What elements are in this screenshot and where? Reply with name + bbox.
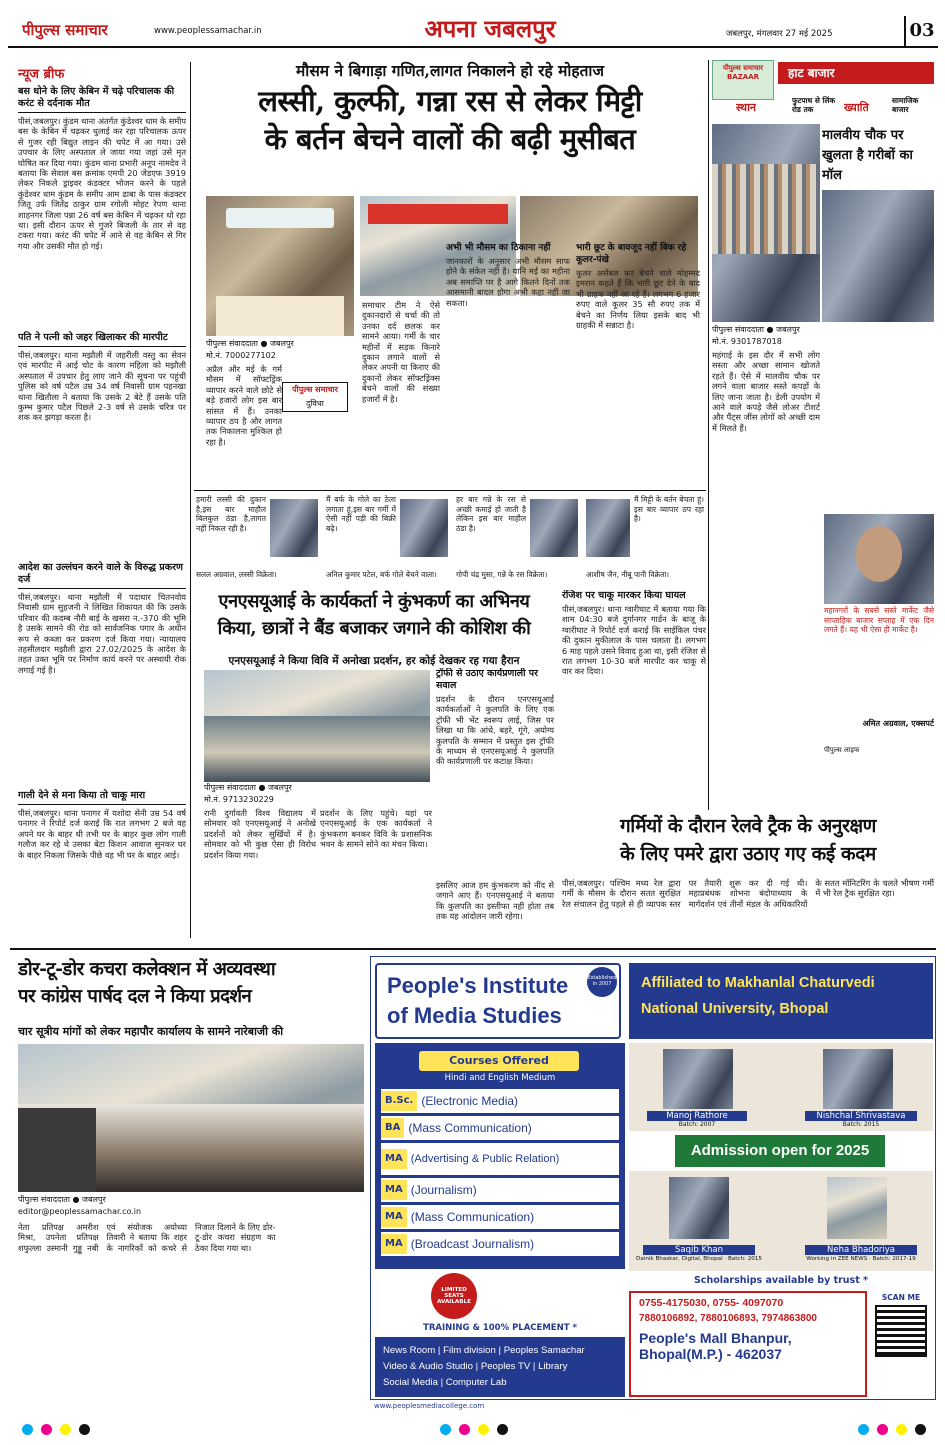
address-l2: Bhopal(M.P.) - 462037 <box>639 1346 782 1362</box>
cmyk-swatch-group <box>854 1420 930 1436</box>
credit-city: जबलपुर <box>82 1195 106 1204</box>
quotes-row <box>194 490 706 582</box>
expert-name: अमित अग्रवाल, एक्सपर्ट <box>862 719 934 728</box>
photo-nsui-protest <box>204 670 430 782</box>
nsui-trophy-section <box>436 668 554 878</box>
top-story-col4 <box>576 240 700 486</box>
limited-seats-badge: LIMITED SEATS AVAILABLE <box>431 1273 477 1319</box>
news-brief-label: न्यूज ब्रीफ <box>18 67 65 82</box>
nsui-body: इसलिए आज हम कुंभकरण को नींद से जगाने आए हैं। एनएसयूआई ने बताया कि कुलपति का इस्तीफा नहीं होता तब तक यह आंदोलन जारी रहेगा। <box>436 880 554 922</box>
photo-credit: पीपुल्स संवाददाता ● जबलपुर <box>712 324 820 335</box>
course-code: BA <box>381 1118 404 1138</box>
brand-logo: पीपुल्स समाचार <box>22 21 108 39</box>
course-name: (Journalism) <box>410 1183 477 1197</box>
reporter-mobile: मो.नं. 9713230229 <box>204 794 430 805</box>
congress-deck: चार सूत्रीय मांगों को लेकर महापौर कार्यालय के सामने नारेबाजी की <box>18 1025 284 1038</box>
alumni-name: Neha Bhadoriya <box>805 1245 917 1255</box>
mobile-numbers[interactable]: 7880106892, 7880106893, 7974863800 <box>639 1313 817 1324</box>
editor-email[interactable]: editor@peoplessamachar.co.in <box>18 1206 178 1217</box>
quote-portrait <box>400 499 448 557</box>
course-code: MA <box>381 1234 407 1254</box>
facility: Peoples Samachar <box>503 1345 585 1356</box>
column-divider <box>708 60 709 810</box>
railway-body: पीसं,जबलपुर। पश्चिम मध्य रेल द्वारा गर्मी के मौसम के दौरान सतत सुरक्षित रेल संचालन हेतु पहले से ही व्यापक स्तर पर तैयारी शुरू कर दी गई थी। महाप्रबंधक शोभना बंदोपाध्याय के मार्गदर्शन एवं तीनों मंडल के अधिकारियों के सतत मॉनिटरिंग के चलते भीषण गर्मी में भी रेल ट्रैक सुरक्षित रहा। <box>562 878 934 909</box>
facility: Film division <box>443 1345 496 1356</box>
nsui-body: रानी दुर्गावती विश्व विद्यालय में सोमवार को एनएसयूआई ने अनोखे प्रदर्शनों को लेकर सुर्खियों में है। सोमवार को भी कुछ ऐसा ही विरोध प्रदर्शन किया गया। <box>204 808 316 860</box>
brief-headline: बस धोने के लिए केबिन में चढ़े परिचालक की करंट से दर्दनाक मौत <box>18 86 186 113</box>
quote-text: मैं मिट्टी के बर्तन बेचता हूं। इस बार व्यापार ठप रहा है। <box>634 495 704 524</box>
course-list <box>381 1089 619 1256</box>
nsui-headline-block <box>194 588 554 650</box>
alumni-row-1 <box>629 1043 933 1131</box>
photo-market-stalls <box>822 190 934 322</box>
affiliation-l1: Affiliated to Makhanlal Chaturvedi <box>641 975 875 991</box>
credit-city: जबलपुर <box>270 339 294 348</box>
course-code: MA <box>381 1149 407 1169</box>
credit-city: जबलपुर <box>268 783 292 792</box>
credit-name: पीपुल्स संवाददाता <box>204 783 256 792</box>
photo-credit: पीपुल्स संवाददाता ● जबलपुर <box>204 782 430 793</box>
affiliation-l2: National University, Bhopal <box>641 1001 829 1017</box>
photo-market-clothes <box>712 124 820 322</box>
bazaar-tag <box>712 60 774 100</box>
established-badge: Established in 2007 <box>587 967 617 997</box>
congress-headline-l1: डोर-टू-डोर कचरा कलेक्शन में अव्यवस्था <box>18 959 276 980</box>
quote-card <box>326 495 452 581</box>
nsui-headline-l1: एनएसयूआई के कार्यकर्ता ने कुंभकर्ण का अभिनय <box>218 591 530 612</box>
quote-card <box>586 495 704 581</box>
top-story-headline-l2: के बर्तन बेचने वालों की बढ़ी मुसीबत <box>264 122 636 156</box>
bazaar-col: स्थान <box>736 101 757 114</box>
top-story-body: अप्रैल और मई के गर्म मौसम में सॉफ्टड्रिंक व्यापार करने वाले छोटे से बड़े हजारों लोग इस बार सांसत में हैं। उनका व्यापार ठप है और लागत तक निकालना मुश्किल हो रहा है। <box>206 364 282 447</box>
brief-headline: गाली देने से मना किया तो चाकू मारा <box>18 788 186 805</box>
courses-panel <box>375 1043 625 1269</box>
logo-box <box>282 382 348 412</box>
cart-sign <box>226 208 334 228</box>
quote-name: गोपी चंद्र मुसा, गन्ने के रस विक्रेता। <box>456 569 582 580</box>
congress-headline-block <box>18 956 364 1018</box>
dateline: जबलपुर, मंगलवार 27 मई 2025 <box>726 29 833 39</box>
bazaar-tag-text: पीपुल्स समाचार BAZAAR <box>722 64 764 81</box>
nsui-body: प्रदर्शन के लिए पहुंचे। यहां पर एनएसयूआई के एक कार्यकर्ता ने कुंभकरण बनकर विवि के प्रशासनिक भवन के सामने सोने का मंचन किया। <box>320 808 432 850</box>
expert-portrait <box>824 514 934 604</box>
course-code: MA <box>381 1207 407 1227</box>
quote-text: हमारी लस्सी की दुकान है,इस बार माहौल बिलकुल ठंडा है,लागत नहीं निकल रही है। <box>196 495 266 533</box>
alumni-batch: Dainik Bhaskar, Digital, Bhopal · Batch: 2015 <box>636 1256 762 1262</box>
credit-city: जबलपुर <box>776 325 800 334</box>
congress-body: नेता प्रतिपक्ष अमरीश मिश्रा, उपनेता प्रतिपक्ष शफुल्ला उस्मानी गुड्डू नबी एवं संयोजक अयोध्या तिवारी ने बताया कि शहर के नागरिकों को कचरे से निजात दिलाने के लिए डोर-टू-डोर कचरा संग्रहण का ठेका दिया गया था। <box>18 1222 276 1253</box>
alumni-photo <box>827 1177 887 1239</box>
quote-card <box>456 495 582 581</box>
photo-kulfi-cart <box>206 196 354 336</box>
facility: Video & Audio Studio <box>383 1361 473 1372</box>
bazaar-headline: मालवीय चौक पर खुलता है गरीबों का मॉल <box>822 128 913 183</box>
alumni-batch: Working in ZEE NEWS · Batch: 2017-19 <box>806 1256 916 1262</box>
facility: Social Media <box>383 1377 438 1388</box>
alumni-photo <box>663 1049 733 1109</box>
section-title: अपना जबलपुर <box>424 14 556 43</box>
photo-credit: पीपुल्स संवाददाता ● जबलपुर <box>206 338 354 349</box>
course-item[interactable] <box>381 1143 619 1175</box>
subhead: भारी छूट के बावजूद नहीं बिक रहे कूलर-पंखे <box>576 243 687 265</box>
admission-banner[interactable]: Admission open for 2025 <box>675 1135 885 1167</box>
course-name: (Broadcast Journalism) <box>410 1237 535 1251</box>
facilities-panel: News Room | Film division | Peoples Samachar Video & Audio Studio | Peoples TV | Library Social Media | Computer Lab <box>375 1337 625 1397</box>
placement-text: TRAINING & 100% PLACEMENT * <box>423 1323 577 1333</box>
course-item[interactable] <box>381 1089 619 1113</box>
site-url[interactable]: www.peoplessamachar.in <box>154 26 262 36</box>
top-story-header <box>194 60 706 198</box>
quote-name: आशीष जैन, नीबू पानी विक्रेता। <box>586 569 704 580</box>
media-institute-ad[interactable] <box>370 956 936 1400</box>
photo-congress-protest <box>18 1044 364 1192</box>
cart-body <box>216 296 344 336</box>
course-code: B.Sc. <box>381 1091 417 1111</box>
subhead: अभी भी मौसम का ठिकाना नहीं <box>446 243 551 253</box>
portrait-face <box>856 526 902 582</box>
bazaar-cols <box>712 96 934 122</box>
course-item[interactable] <box>381 1205 619 1229</box>
logo-text: पीपुल्स समाचार <box>292 385 338 394</box>
expert-tag: पीपुल्स लाइफ <box>824 746 860 754</box>
address-l1: People's Mall Bhanpur, <box>639 1330 792 1346</box>
course-name: (Mass Communication) <box>408 1121 532 1135</box>
courses-sub: Hindi and English Medium <box>444 1073 556 1083</box>
expert-quote: महानगरों के सबसे सस्ते मार्केट जैसे साप्ताहिक बाजार सप्ताह में एक दिन लगते हैं। यह भी ऐसा ही मार्केट है। <box>824 606 934 635</box>
course-code: MA <box>381 1180 407 1200</box>
clothes-rack <box>712 164 820 254</box>
alumni-batch: Batch: 2007 <box>678 1121 716 1128</box>
credit-name: पीपुल्स संवाददाता <box>206 339 258 348</box>
affiliation-box <box>629 963 933 1039</box>
contact-box <box>629 1291 867 1397</box>
alumni-name: Nishchal Shrivastava <box>805 1111 917 1121</box>
alumni-photo <box>669 1177 729 1239</box>
quote-name: सलल अग्रवाल, लस्सी विक्रेता। <box>196 569 322 580</box>
news-brief-column <box>18 62 186 938</box>
top-story-body: जानकारों के अनुसार अभी मौसम साफ होने के संकेत नहीं है। यानि मई का महीना अब समाप्ति पर है आगे कितने दिनों तक आसमानी बादल होगा अभी कहा नहीं जा सकता। <box>446 256 570 308</box>
nsui-body: प्रदर्शन के दौरान एनएसयूआई कार्यकर्ताओं ने कुलपति के लिए एक ट्रॉफी भी भेंट स्वरूप लाई, जिस पर लिखा था कि आंधे, बहरे, गूंगे, अयोग्य कुलपति के सम्मान में प्रस्तुत इस ट्रॉफी के माध्यम से एनएसयूआई ने कुलपति की कार्यप्रणाली पर कटाक्ष किया। <box>436 694 554 767</box>
story-body: पीसं,जबलपुर। थाना ग्वारीघाट में बताया गया कि शाम 04:30 बजे दुर्गानगर गार्डन के बाजू के ग्वारीघाट ने रिपोर्ट दर्ज कराई कि साईकिल पंचर की दुकान मुकीलाल के पास चलाता है। लगभग 6 माह पहले उसने विवाद हुआ था, इसी रंजिश से रात लगभग 10-30 बजे मारपीट कर चाकू से वार कर दिया। <box>562 604 706 677</box>
course-item[interactable] <box>381 1232 619 1256</box>
logo-sub: दुविधा <box>306 399 324 408</box>
masthead <box>8 6 938 48</box>
brief-headline: आदेश का उल्लंघन करने वाले के विरुद्ध प्रकरण दर्ज <box>18 560 186 589</box>
scan-label: SCAN ME <box>881 1293 921 1302</box>
bazaar-col: ख्याति <box>844 101 869 114</box>
brief-body: पीसं,जबलपुर। कुंडम थाना अंतर्गत कुंडेश्वर धाम के समीप बस के केबिन में चढ़कर धुलाई कर रहा परिचालक ऊपर से गुजर रही बिद्युत लाइन की चपेट में आ गया। उसे उपचार के लिए अस्पताल ले जाया गया जहां उसे मृत घोषित कर दिया गया। कुंडम थाना प्रभारी अनूप नामदेव ने बताया कि सेवाल बस क्रमांक एमपी 20 जेडएफ 3919 लेकर निकले ड्राइवर कंडक्टर भोजन करने के पहले कुंडेश्वर धाम कुंडम के समीप आम ढाबा के पास कंडक्टर जितू उर्फ जितेंद्र ठाकुर ग्राम रगोली मोहट रेपण थाना शाहनगर जिला पन्ना 26 वर्ष बस केबिन में चढ़कर धो रहा था। इसी दौरान ऊपर से गुजरे बिजली के तार से वह टकरा गया। करंट की चपेट में आने से वह केबिन से गिर गया और उसकी मौत हो गई। <box>18 116 186 251</box>
alumni-row-2 <box>629 1171 933 1271</box>
alumni-batch: Batch: 2015 <box>842 1121 880 1128</box>
course-item[interactable] <box>381 1178 619 1202</box>
course-name: (Mass Communication) <box>410 1210 535 1224</box>
section-divider <box>10 948 936 950</box>
top-story-kicker: मौसम ने बिगाड़ा गणित,लागत निकालने हो रहे मोहताज <box>296 61 604 80</box>
course-name: (Electronic Media) <box>421 1094 519 1108</box>
bazaar-col: फुटपाथ से लिंक रोड तक <box>792 96 836 114</box>
railway-headline-l2: के लिए पमरे द्वारा उठाए गए कई कदम <box>620 843 876 865</box>
bazaar-label: हाट बाजार <box>778 62 934 84</box>
top-story-headline-l1: लस्सी, कुल्फी, गन्ना रस से लेकर मिट्टी <box>258 84 642 118</box>
brief-body: पीसं,जबलपुर। थाना पनागर में यशोदा सेनी उम्र 54 वर्ष पनागर ने रिपोर्ट दर्ज कराई कि रात लगभग 2 बजे वह अपने घर के बाहर थी तभी घर के बाहर कुछ लोग गाली गलौज कर रहे थे उसका बेटा किशन आवाज सुनकर घर के बाहर निकला जिसके पीछे वह भी घर के बाहर आई। <box>18 808 186 860</box>
credit-name: पीपुल्स संवाददाता <box>18 1195 70 1204</box>
facility: Computer Lab <box>445 1377 507 1388</box>
railway-headline-l1: गर्मियों के दौरान रेलवे ट्रैक के अनुरक्षण <box>619 815 877 837</box>
congress-headline-l2: पर कांग्रेस पार्षद दल ने किया प्रदर्शन <box>18 986 252 1007</box>
cmyk-swatch-group <box>18 1420 94 1436</box>
nsui-headline-l2: किया, छात्रों ने बैंड बजाकर जगाने की कोशिश की <box>217 618 531 639</box>
crowd <box>204 716 430 782</box>
brief-body: पीसं,जबलपुर। थाना मझौली में पदाधार चितनवोय निवासी ग्राम सुहजनी ने लिखित शिकायत की कि उसके परिवार की कदम्ब नौरी बाई के खसरा न.-370 की भूमि है उसके सामने की रोड को सार्वजनिक पगार के अधीन रूप से कब्जा कर प्रकरण दर्ज किया गया। न्यायालय तहसीलदार मझौली द्वारा 27.02/2025 के आदेश के तहत उक्त भूमि पर निर्माण कार्य करने पर अस्थायी रोक लगाई गई है। <box>18 592 186 675</box>
qr-code-icon[interactable] <box>875 1305 927 1357</box>
ad-title-l1: People's Institute <box>387 973 569 998</box>
alumni-name: Manoj Rathore <box>647 1111 747 1121</box>
bazaar-col: सामाजिक बाजार <box>892 96 919 114</box>
course-item[interactable] <box>381 1116 619 1140</box>
column-divider <box>190 62 191 938</box>
nsui-deck: एनएसयूआई ने किया विवि में अनोखा प्रदर्शन, हर कोई देखकर रह गया हैरान <box>228 655 520 667</box>
quote-card <box>196 495 322 581</box>
brief-headline: पति ने पत्नी को जहर खिलाकर की मारपीट <box>18 330 186 347</box>
facility: News Room <box>383 1345 436 1356</box>
page-number: 03 <box>904 16 938 46</box>
alumni-photo <box>823 1049 893 1109</box>
ad-website[interactable]: www.peoplesmediacollege.com <box>374 1402 485 1410</box>
cmyk-swatch-group <box>436 1420 512 1436</box>
courses-label: Courses Offered <box>419 1051 579 1071</box>
top-story-body: समाचार टीम ने ऐसे दुकानदारों से चर्चा की तो उनका दर्द छलक कर सामने आया। गर्मी के चार महीनों में सड़क किनारे दुकान लगाने वालों से लेकर अपनी या किराए की दुकानों लेकर सॉफ्टड्रिंक्स बेचने वालों की संख्या हजारों में है। <box>362 300 440 404</box>
ad-title-box <box>375 963 621 1039</box>
stabbing-story <box>562 590 706 804</box>
top-story-col3 <box>446 240 570 486</box>
story-headline: रंजिश पर चाकू मारकर किया घायल <box>562 590 686 601</box>
reporter-mobile: मो.नं. 7000277102 <box>206 350 354 361</box>
quote-portrait <box>270 499 318 557</box>
ad-title-l2: of Media Studies <box>387 1003 562 1028</box>
quote-portrait <box>530 499 578 557</box>
bazaar-body: महंगाई के इस दौर में सभी लोग सस्ता और अच्छा सामान खोजते रहते हैं। ऐसे में मालवीय चौक पर लगने वाला बाजार सस्ते कपड़ों के लिए जाना जाता है। डेली उपयोग में आने वाले कपड़े जैसे लोअर टीशर्ट और पैंट्स जींस लोगों को अच्छी दाम में मिलते हैं। <box>712 350 820 433</box>
railway-headline-block <box>560 812 936 874</box>
top-story-body: कूलर असेंबल कर बेचने वाले मोहम्मद इमरान कहते हैं कि भारी छूट देने के बाद भी ग्राहक नहीं आ रहे हैं। लगभग 6 हजार रुपए वाले कूलर 35 सौ रुपए तक में बेचने का निर्णय लिया इसके बाद भी ग्राहकी में सन्नाटा है। <box>576 268 700 331</box>
course-name: (Advertising & Public Relation) <box>410 1152 560 1165</box>
credit-name: पीपुल्स संवाददाता <box>712 325 764 334</box>
alumni-name: Saqib Khan <box>643 1245 755 1255</box>
facility: Library <box>538 1361 568 1372</box>
quote-text: हर बार गन्ने के रस से अच्छी कमाई हो जाती है लेकिन इस बार माहौल ठंडा है। <box>456 495 526 533</box>
quote-name: अनिल कुमार पटेल, बर्फ गोले बेचने वाला। <box>326 569 452 580</box>
subhead: ट्रॉफी से उठाए कार्यप्रणाली पर सवाल <box>436 668 538 691</box>
facility: Peoples TV <box>480 1361 531 1372</box>
leader-figure <box>18 1108 96 1192</box>
color-registration-bar <box>18 1420 930 1436</box>
shop-board <box>368 204 508 224</box>
scholarship-text: Scholarships available by trust * <box>693 1275 869 1286</box>
quote-text: मैं बर्फ के गोले का ठेला लगाता हूं,इस बार गर्मी में ऐसी नहीं पड़ी की बिक्री बढ़े। <box>326 495 396 533</box>
quote-portrait <box>586 499 630 557</box>
photo-credit: पीपुल्स संवाददाता ● जबलपुर <box>18 1194 178 1205</box>
reporter-mobile: मो.नं. 9301787018 <box>712 336 820 347</box>
phone[interactable]: 0755-4175030, 0755- 4097070 <box>639 1297 784 1309</box>
brief-body: पीसं,जबलपुर। थाना मझौली में जहरीली वस्तु का सेवन एवं मारपीट में आई चोट के कारण महिला को मझौली अस्पताल में उपचार हेतु लाए जाने की सूचना पर पहुंची पुलिस को वर्ष पटैल उम्र 34 वर्ष निवासी ग्राम पहनखा थाना खितौला ने बताया कि उसके 2 बेटे हैं उसके पति कुम्भ कुमार पटैल पिछले 2-3 वर्ष से उसके चरित्र पर शक कर झगड़ा करता है। <box>18 350 186 423</box>
